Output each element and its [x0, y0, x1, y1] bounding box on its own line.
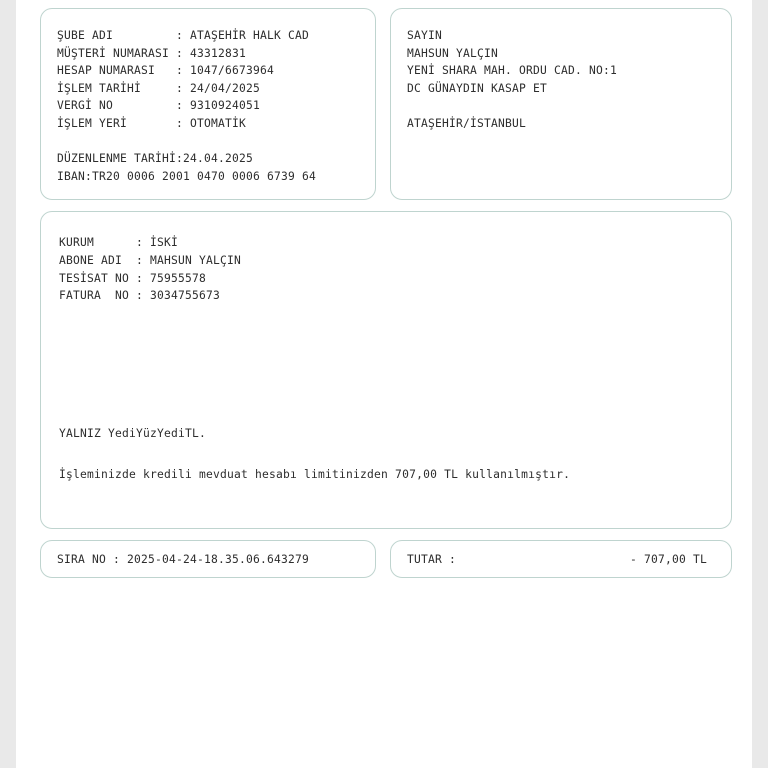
recipient-name: MAHSUN YALÇIN	[407, 46, 499, 60]
sequence-number-text: SIRA NO : 2025-04-24-18.35.06.643279	[57, 552, 310, 566]
receipt-top-row	[40, 8, 732, 200]
recipient-address-line-1: YENİ SHARA MAH. ORDU CAD. NO:1	[407, 64, 618, 78]
installation-number-line: TESİSAT NO : 75955578	[59, 271, 207, 285]
document-page	[16, 0, 752, 768]
recipient-city-line: ATAŞEHİR/İSTANBUL	[407, 116, 527, 130]
transaction-date-line: İŞLEM TARİHİ : 24/04/2025	[57, 81, 261, 95]
amount-card	[390, 540, 732, 578]
branch-info-card	[40, 8, 376, 200]
overdraft-note: İşleminizde kredili mevduat hesabı limitinizden 707,00 TL kullanılmıştır.	[59, 468, 571, 482]
issue-date-line: DÜZENLENME TARİHİ:24.04.2025	[57, 152, 254, 166]
recipient-spacer	[407, 97, 715, 115]
tax-number-line: VERGİ NO : 9310924051	[57, 99, 261, 113]
subscriber-name-line: ABONE ADI : MAHSUN YALÇIN	[59, 253, 242, 267]
customer-number-line: MÜŞTERİ NUMARASI : 43312831	[57, 46, 247, 60]
payment-detail-card	[40, 211, 732, 529]
recipient-title: SAYIN	[407, 29, 443, 42]
transaction-place-line: İŞLEM YERİ : OTOMATİK	[57, 116, 247, 130]
receipt-container	[40, 0, 732, 578]
recipient-address-line-2: DC GÜNAYDIN KASAP ET	[407, 81, 548, 95]
detail-spacer	[59, 305, 713, 425]
receipt-bottom-row	[40, 540, 732, 578]
institution-line: KURUM : İSKİ	[59, 236, 179, 250]
sequence-number-card	[40, 540, 376, 578]
recipient-card	[390, 8, 732, 200]
invoice-number-line: FATURA NO : 3034755673	[59, 289, 221, 303]
account-number-line: HESAP NUMARASI : 1047/6673964	[57, 64, 275, 78]
iban-line: IBAN:TR20 0006 2001 0470 0006 6739 64	[57, 169, 317, 183]
amount-label: TUTAR :	[407, 552, 457, 566]
amount-in-words: YALNIZ YediYüzYediTL.	[59, 426, 207, 440]
branch-name-line: ŞUBE ADI : ATAŞEHİR HALK CAD	[57, 29, 310, 42]
amount-value: - 707,00 TL	[629, 552, 707, 566]
branch-spacer	[57, 133, 359, 151]
